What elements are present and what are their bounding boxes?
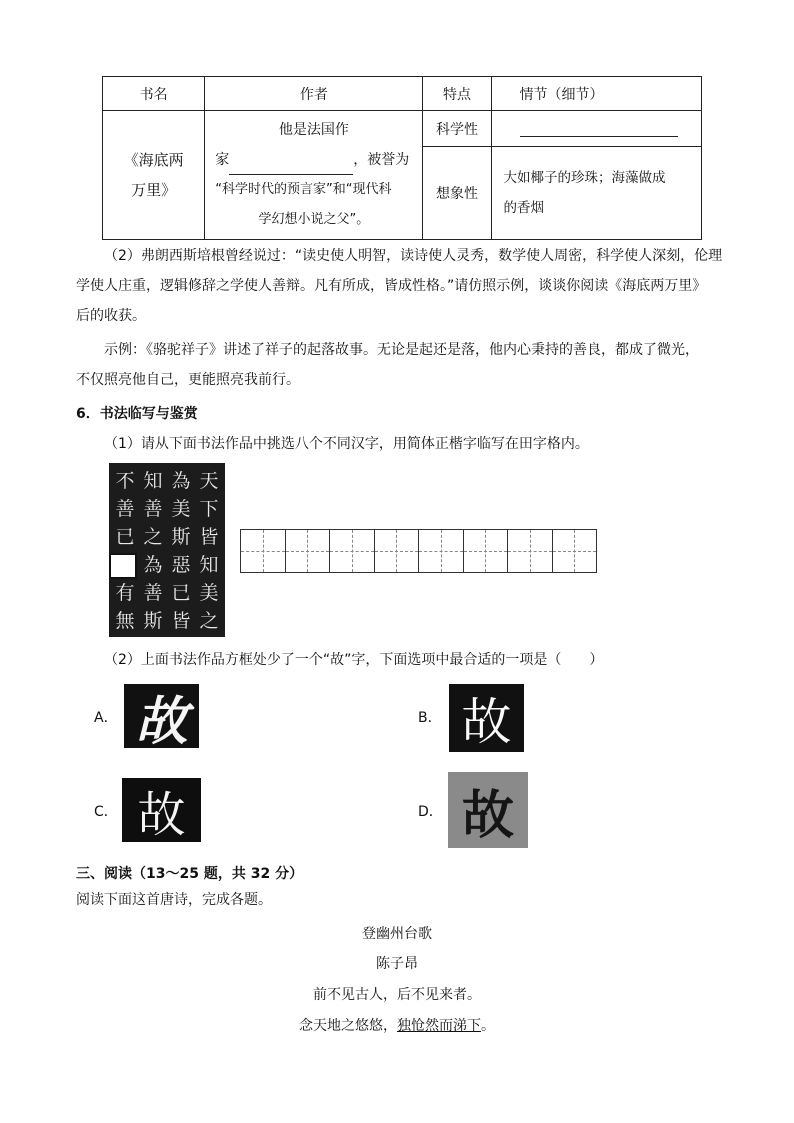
calligraphy-char: 之 <box>199 610 219 632</box>
header-feature: 特点 <box>423 77 491 111</box>
book-name: 《海底两万里》 <box>123 151 184 199</box>
section3-intro: 阅读下面这首唐诗，完成各题。 <box>76 892 272 908</box>
calligraphy-char: 美 <box>171 498 191 520</box>
calligraphy-char: 無 <box>115 610 135 632</box>
author-line1: 他是法国作 <box>278 122 349 138</box>
book-info-table <box>102 76 702 240</box>
poem-line2-end: 。 <box>481 1018 495 1034</box>
tianzige-cell[interactable] <box>286 530 331 572</box>
q2-example-line2: 不仅照亮他自己，更能照亮我前行。 <box>76 372 300 388</box>
book-name-cell <box>103 111 205 240</box>
header-plot: 情节（细节） <box>491 77 701 111</box>
option-b-glyph: 故 <box>461 693 512 751</box>
option-b-image[interactable] <box>449 684 524 752</box>
plot-imagination-line1: 大如椰子的珍珠；海藻做成 <box>503 170 666 187</box>
q6-title: 6．书法临写与鉴赏 <box>76 406 198 422</box>
calligraphy-char: 善 <box>115 498 135 520</box>
plot-imagination-line2: 的香烟 <box>503 200 545 217</box>
option-d-label[interactable]: D． <box>418 804 443 820</box>
tianzige-cell[interactable] <box>241 530 286 572</box>
author-line4: 学幻想小说之父”。 <box>258 212 370 227</box>
calligraphy-column <box>111 467 139 635</box>
q2-line3: 后的收获。 <box>76 308 146 324</box>
option-d-image[interactable] <box>448 772 528 848</box>
poem-title: 登幽州台歌 <box>362 926 432 942</box>
option-c-label[interactable]: C． <box>94 804 118 820</box>
author-line3: “科学时代的预言家”和“现代科 <box>215 182 392 197</box>
author-line2 <box>215 145 412 175</box>
option-a-label[interactable]: A． <box>94 710 118 726</box>
q6-sub2: （2）上面书法作品方框处少了一个“故”字，下面选项中最合适的一项是（ ） <box>104 652 604 668</box>
option-c-glyph: 故 <box>137 786 186 843</box>
calligraphy-char: 善 <box>143 582 163 604</box>
calligraphy-char: 已 <box>115 526 135 548</box>
calligraphy-char: 斯 <box>171 526 191 548</box>
tianzige-cell[interactable] <box>508 530 553 572</box>
q2-line1: （2）弗朗西斯培根曾经说过：“读史使人明智，读诗使人灵秀，数学使人周密，科学使人深刻，伦理 <box>104 248 723 264</box>
calligraphy-char: 已 <box>171 582 191 604</box>
calligraphy-char: 天 <box>199 470 219 492</box>
section3-title: 三、阅读（13～25 题，共 32 分） <box>76 866 304 882</box>
q2-line2: 学使人庄重，逻辑修辞之学使人善辩。凡有所成，皆成性格。”请仿照示例，谈谈你阅读《海底两万里》 <box>76 278 707 294</box>
poem-line2-part1: 念天地之悠悠， <box>299 1018 397 1034</box>
author-cell <box>205 111 423 240</box>
poem-author: 陈子昂 <box>376 956 418 972</box>
calligraphy-artwork <box>109 463 225 637</box>
calligraphy-char: 有 <box>115 582 135 604</box>
calligraphy-char: 惡 <box>171 554 191 576</box>
calligraphy-char: 美 <box>199 582 219 604</box>
tianzige-cell[interactable] <box>419 530 464 572</box>
calligraphy-char: 下 <box>199 498 219 520</box>
missing-character-box <box>109 553 137 579</box>
tianzige-cell[interactable] <box>330 530 375 572</box>
calligraphy-char: 之 <box>143 526 163 548</box>
q6-sub1: （1）请从下面书法作品中挑选八个不同汉字，用简体正楷字临写在田字格内。 <box>104 436 589 452</box>
poem-line2-underlined: 独怆然而涕下 <box>397 1018 481 1034</box>
author-suffix: ，被誉为 <box>353 152 410 168</box>
header-author: 作者 <box>205 77 423 111</box>
calligraphy-char: 皆 <box>171 610 191 632</box>
calligraphy-column <box>139 467 167 635</box>
calligraphy-column <box>167 467 195 635</box>
calligraphy-char: 知 <box>199 554 219 576</box>
author-prefix: 家 <box>215 152 230 168</box>
calligraphy-column <box>195 467 223 635</box>
option-a-glyph: 故 <box>135 690 188 752</box>
calligraphy-char: 皆 <box>199 526 219 548</box>
calligraphy-char: 不 <box>115 470 135 492</box>
option-d-glyph: 故 <box>461 784 514 846</box>
tianzige-cell[interactable] <box>375 530 420 572</box>
calligraphy-char: 為 <box>171 470 191 492</box>
plot-science-cell <box>491 111 701 147</box>
poem-line2 <box>0 1016 794 1036</box>
tianzige-cell[interactable] <box>553 530 597 572</box>
option-a-image[interactable] <box>124 684 199 752</box>
feature-science: 科学性 <box>423 111 491 147</box>
q2-example-line1: 示例：《骆驼祥子》讲述了祥子的起落故事。无论是起还是落，他内心秉持的善良，都成了微光， <box>104 342 699 358</box>
calligraphy-char: 為 <box>143 554 163 576</box>
poem-line1: 前不见古人，后不见来者。 <box>313 987 481 1003</box>
calligraphy-char: 斯 <box>143 610 163 632</box>
option-c-image[interactable] <box>122 778 201 842</box>
plot-imagination-cell <box>491 147 701 240</box>
feature-imagination: 想象性 <box>423 147 491 240</box>
header-book-name: 书名 <box>103 77 205 111</box>
tianzige-cell[interactable] <box>464 530 509 572</box>
option-b-label[interactable]: B． <box>418 710 442 726</box>
plot-science-blank[interactable] <box>520 122 678 137</box>
tianzige-grid <box>240 529 597 573</box>
calligraphy-char: 知 <box>143 470 163 492</box>
calligraphy-char: 善 <box>143 498 163 520</box>
